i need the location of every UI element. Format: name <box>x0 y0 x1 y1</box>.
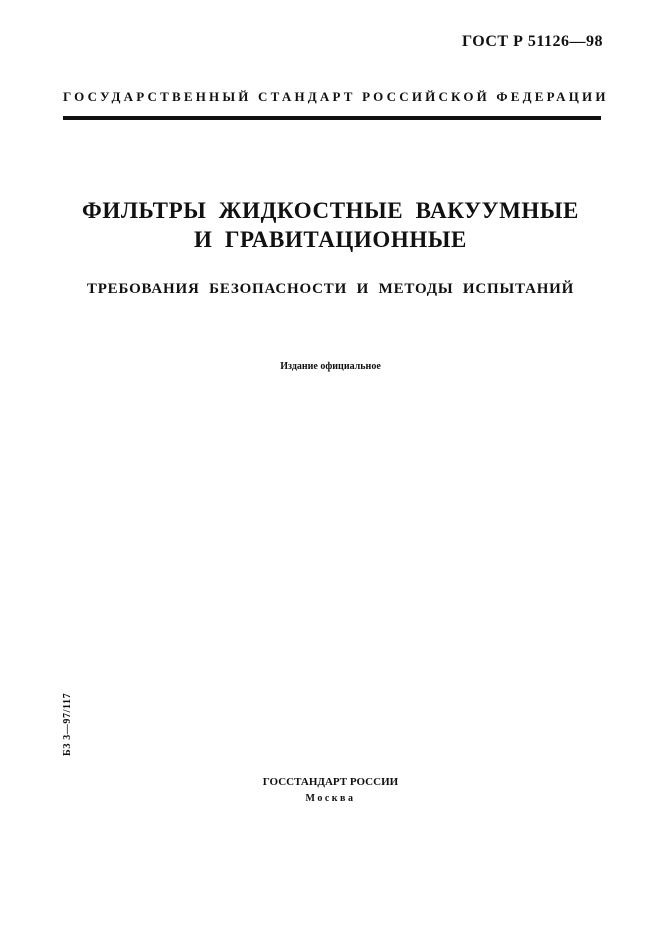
publisher: ГОССТАНДАРТ РОССИИ <box>262 776 399 788</box>
side-code: БЗ 3—97/117 <box>62 692 73 756</box>
edition-note: Издание официальное <box>280 361 381 372</box>
publication-city: Москва <box>305 793 356 804</box>
header-rule <box>63 116 601 120</box>
document-title <box>40 196 621 254</box>
document-subtitle: ТРЕБОВАНИЯ БЕЗОПАСНОСТИ И МЕТОДЫ ИСПЫТАНИЙ <box>86 281 575 297</box>
title-line-1: ФИЛЬТРЫ ЖИДКОСТНЫЕ ВАКУУМНЫЕ <box>81 198 580 223</box>
standard-header: ГОСУДАРСТВЕННЫЙ СТАНДАРТ РОССИЙСКОЙ ФЕДЕРАЦИИ <box>63 89 609 104</box>
standard-number: ГОСТ Р 51126—98 <box>461 33 603 50</box>
title-line-2: И ГРАВИТАЦИОННЫЕ <box>193 227 467 252</box>
